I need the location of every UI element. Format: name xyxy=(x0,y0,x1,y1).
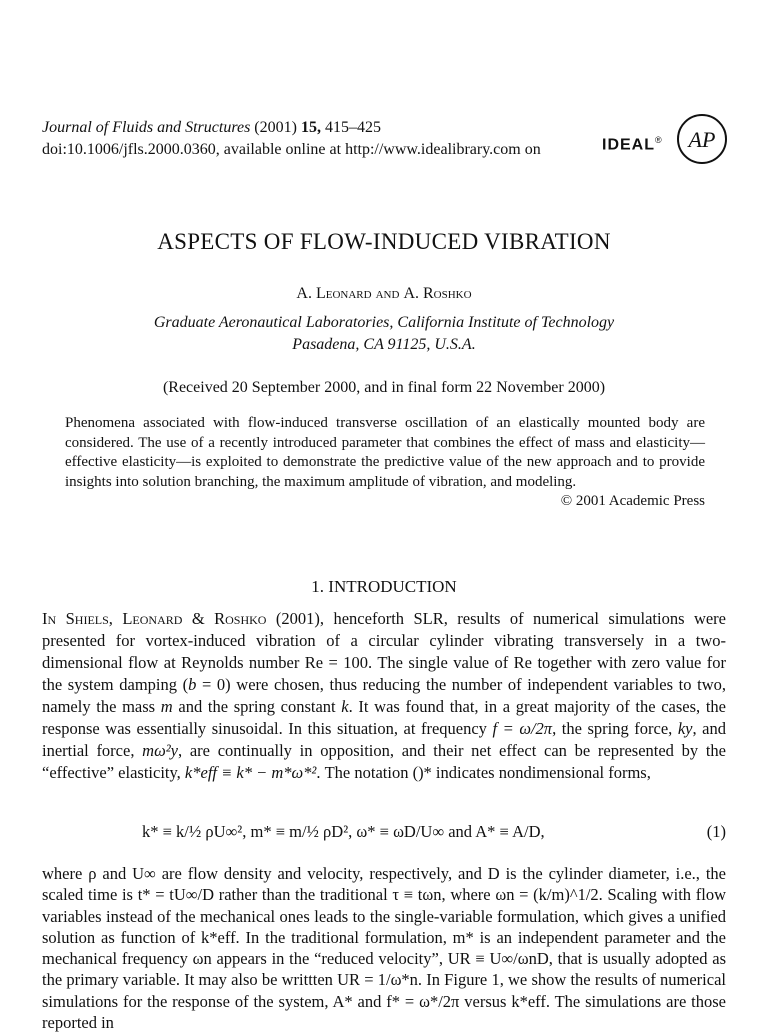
p1-text-g: . It was found that, in a great majority of the cases, the response was essentially sinusoidal. In this situation, at frequency xyxy=(42,697,727,738)
p1-text-m: , are continually in opposition, and their net effect can be represented by the “effective” elasticity, xyxy=(42,741,727,782)
citation-line xyxy=(42,117,541,139)
ap-logo-text: AP xyxy=(688,127,716,152)
journal-name: Journal of Fluids and Structures xyxy=(42,119,251,136)
ideal-logo-text: IDEAL xyxy=(602,136,655,154)
p1-var-k: k xyxy=(341,697,349,716)
p1-text-k: , and inertial force, xyxy=(42,719,727,760)
received-date: (Received 20 September 2000, and in final form 22 November 2000) xyxy=(162,379,606,396)
ideal-logo: IDEAL® xyxy=(602,135,663,154)
p1-text-i: , the spring force, xyxy=(552,719,678,738)
p1-text-a: (2001), henceforth SLR, results of numerical simulations were presented for vortex-induced vibration of a circular cylinder vibrating transversely in a two-dimensional flow at Reynolds number Re = 100. The single value of Re together with zero value for the system damping ( xyxy=(42,609,726,694)
affiliation xyxy=(0,312,768,356)
intro-paragraph-2: where ρ and U∞ are flow density and velocity, respectively, and D is the cylinder diameter, i.e., the scaled time is t* = tU∞/D rather than the traditional τ ≡ tωn, where ωn = (k/m)^1/2. Scaling with flow variables instead of the mechanical ones leads to the single-variable formulation, which gives a unified solution as function of k*eff. In the traditional formulation, m* is an independent parameter and the mechanical frequency ωn appears in the “reduced velocity”, UR ≡ U∞/ωnD, that is usually adopted as the primary variable. It may also be writtten UR = 1/ω*n. In Figure 1, we show the results of numerical simulations for the response of the system, A* and f* = ω*/2π versus k*eff. The simulations are those reported in xyxy=(42,864,726,1033)
intro-paragraph-1 xyxy=(42,608,726,784)
author-2: A. Roshko xyxy=(403,285,472,302)
p1-freq: f = ω/2π xyxy=(492,719,553,738)
journal-header xyxy=(42,117,541,161)
p1-text-e: and the spring constant xyxy=(172,697,342,716)
p1-spring-force: ky xyxy=(677,719,693,738)
abstract xyxy=(65,414,705,512)
journal-volume: 15, xyxy=(300,119,321,136)
affiliation-line-2: Pasadena, CA 91125, U.S.A. xyxy=(292,336,476,353)
author-line xyxy=(0,285,768,303)
copyright: © 2001 Academic Press xyxy=(560,493,705,509)
abstract-text: Phenomena associated with flow-induced transverse oscillation of an elastically mounted body are considered. The use of a recently introduced parameter that combines the effect of mass and elasticity—effective elasticity—is exploited to demonstrate the predictive value of the new approach and to provide insights into solution branching, the maximum amplitude of vibration, and modeling. xyxy=(65,415,705,490)
equation-number: (1) xyxy=(706,822,726,841)
lead-in: In Shiels, Leonard & Roshko xyxy=(42,609,267,628)
author-and: and xyxy=(375,285,400,302)
p1-text-c: = 0) were chosen, thus reducing the number of independent variables to two, namely the mass xyxy=(42,675,726,716)
author-1: A. Leonard xyxy=(296,285,372,302)
section-heading: 1. INTRODUCTION xyxy=(311,577,457,596)
affiliation-line-1: Graduate Aeronautical Laboratories, California Institute of Technology xyxy=(153,314,615,331)
journal-pages: 415–425 xyxy=(324,119,381,136)
equation-body: k* ≡ k/½ ρU∞², m* ≡ m/½ ρD², ω* ≡ ωD/U∞ and A* ≡ A/D, xyxy=(142,822,545,841)
p1-inertial-force: mω²y xyxy=(142,741,179,760)
paper-title: ASPECTS OF FLOW-INDUCED VIBRATION xyxy=(157,229,611,254)
journal-year: (2001) xyxy=(254,119,297,136)
ap-logo-icon xyxy=(676,113,728,165)
doi-line: doi:10.1006/jfls.2000.0360, available online at http://www.idealibrary.com on xyxy=(42,141,541,158)
p1-text-o: . The notation ()* indicates nondimensional forms, xyxy=(316,763,651,782)
p1-keff: k*eff ≡ k* − m*ω*² xyxy=(184,763,317,782)
p1-var-b: b xyxy=(188,675,197,694)
p1-var-m: m xyxy=(160,697,173,716)
